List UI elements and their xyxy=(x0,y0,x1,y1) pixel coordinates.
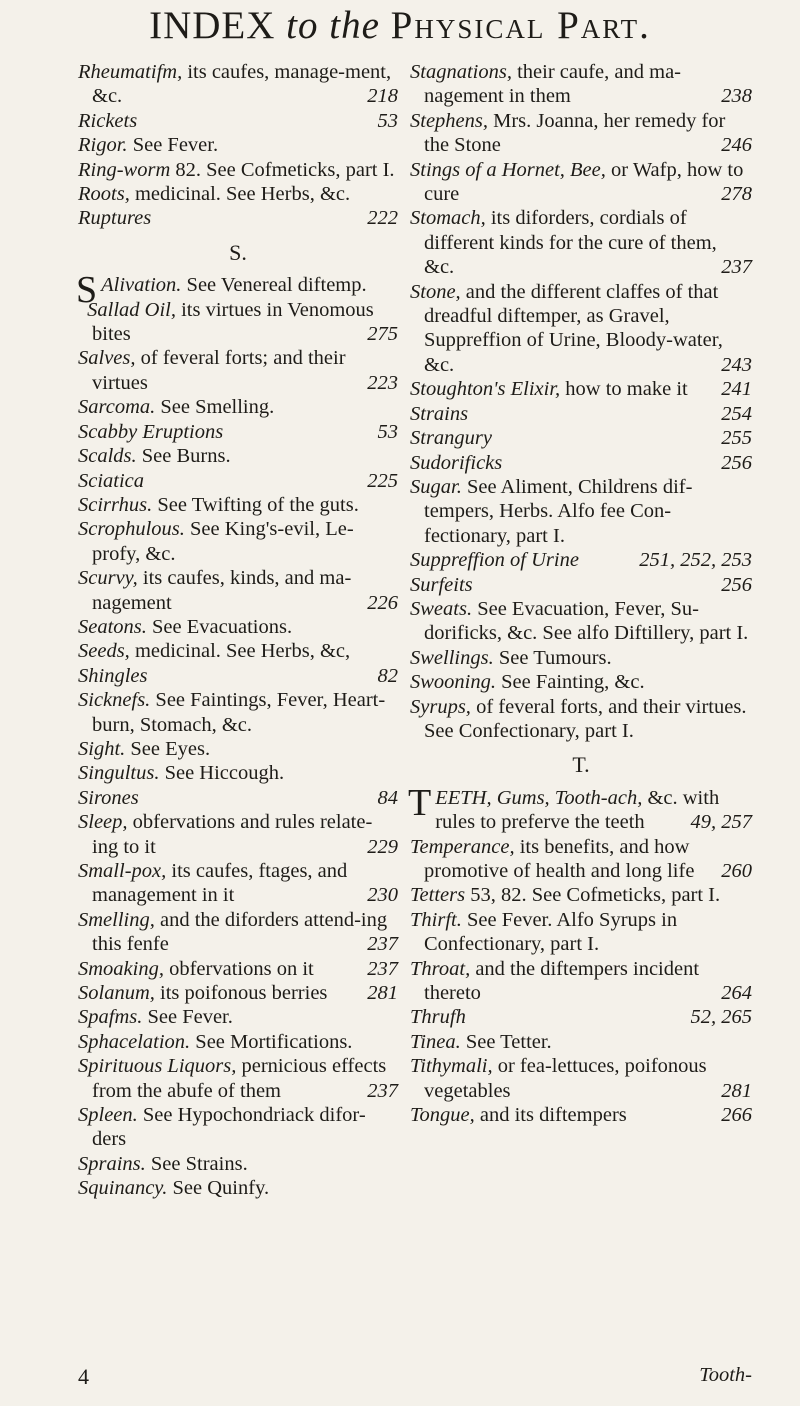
index-entry xyxy=(78,493,398,517)
index-entry xyxy=(78,566,398,615)
entry-text: See Quinfy. xyxy=(167,1177,270,1200)
entry-page-ref: 53 xyxy=(377,420,398,443)
entry-page-ref: 278 xyxy=(721,183,752,206)
entry-headword: Stomach, xyxy=(410,207,486,230)
index-entry xyxy=(410,1103,752,1127)
entry-text: See Mortifications. xyxy=(190,1030,353,1053)
entry-headword: Strains xyxy=(410,402,469,425)
catchword: Tooth- xyxy=(699,1364,752,1386)
index-entry xyxy=(78,469,398,493)
entry-page-ref: 223 xyxy=(367,371,398,394)
entry-headword: Swooning. xyxy=(410,671,496,694)
index-entry xyxy=(78,444,398,468)
index-entry xyxy=(410,883,752,907)
entry-headword: Stephens, xyxy=(410,109,488,132)
index-entry xyxy=(410,60,752,109)
entry-headword: Sugar. xyxy=(410,475,462,498)
entry-headword: Thirft. xyxy=(410,908,462,931)
entry-page-ref: 237 xyxy=(367,957,398,980)
entry-headword: Squinancy. xyxy=(78,1177,168,1200)
entry-headword: Sleep, xyxy=(78,811,128,834)
index-entry xyxy=(78,957,398,981)
index-entry xyxy=(410,109,752,158)
entry-headword: Sciatica xyxy=(78,469,145,492)
entry-headword: Sudorificks xyxy=(410,451,503,474)
index-entry xyxy=(410,908,752,957)
entry-text: its diforders, cordials of different kinds for the cure of them, &c. xyxy=(424,207,717,279)
entry-text: See King's-evil, Le-profy, &c. xyxy=(92,518,354,565)
index-entry xyxy=(78,664,398,688)
index-entry xyxy=(78,1152,398,1176)
entry-headword: Seatons. xyxy=(78,615,147,638)
entry-headword: Sicknefs. xyxy=(78,689,151,712)
entry-headword: Strangury xyxy=(410,427,492,450)
entry-text: See Venereal diftemp. xyxy=(181,274,367,297)
entry-text: or fea-lettuces, poifonous vegetables xyxy=(424,1055,707,1102)
entry-headword: Sallad Oil, xyxy=(87,298,176,321)
entry-page-ref: 84 xyxy=(377,786,398,809)
index-entry xyxy=(410,280,752,378)
entry-headword: Scalds. xyxy=(78,445,137,468)
right-column xyxy=(410,60,752,1127)
entry-headword: Temperance, xyxy=(410,835,515,858)
entry-headword: Alivation. xyxy=(101,274,182,297)
entry-page-ref: 241 xyxy=(721,378,752,401)
entry-text: Mrs. Joanna, her remedy for the Stone xyxy=(424,109,726,157)
index-entry xyxy=(410,1030,752,1054)
entry-text: See Fever. xyxy=(142,1006,233,1029)
entry-text: obfervations and rules relate-ing to it xyxy=(92,811,373,858)
entry-headword: Ruptures xyxy=(78,207,152,230)
entry-headword: Spafms. xyxy=(78,1006,143,1029)
page-header xyxy=(0,6,800,45)
section-letter-t: T. xyxy=(572,752,590,778)
index-entry xyxy=(78,786,398,810)
index-entry xyxy=(410,1054,752,1103)
entry-text: their caufe, and ma-nagement in them xyxy=(424,61,681,108)
entry-headword: Swellings. xyxy=(410,646,494,669)
entry-text: pernicious effects from the abufe of them xyxy=(92,1055,387,1102)
index-entry xyxy=(78,206,398,230)
left-column xyxy=(78,60,398,1201)
index-entry xyxy=(78,420,398,444)
entry-page-ref: 230 xyxy=(367,884,398,907)
entry-headword: Surfeits xyxy=(410,573,473,596)
index-entry xyxy=(78,182,398,206)
index-entry xyxy=(78,1005,398,1029)
entry-page-ref: 218 xyxy=(367,85,398,108)
entry-page-ref: 264 xyxy=(721,982,752,1005)
index-entry xyxy=(410,402,752,426)
drop-cap: S xyxy=(76,269,98,312)
entry-headword: Ring-worm xyxy=(78,158,171,181)
entry-headword: Roots, xyxy=(78,183,130,206)
entry-headword: Smelling, xyxy=(78,908,155,931)
entry-text: See Faintings, Fever, Heart-burn, Stomach, &c. xyxy=(92,689,386,736)
entry-page-ref: 275 xyxy=(367,323,398,346)
index-entry xyxy=(410,670,752,694)
entry-text: 53, 82. See Cofmeticks, part I. xyxy=(465,884,721,907)
entry-text: of feveral forts, and their virtues. See Confectionary, part I. xyxy=(424,695,747,742)
entry-text: See Strains. xyxy=(145,1152,248,1175)
entry-headword: Smoaking, xyxy=(78,957,164,980)
entry-text: its benefits, and how promotive of health and long life xyxy=(424,835,695,882)
index-entry xyxy=(410,597,752,646)
entry-text: 82. See Cofmeticks, part I. xyxy=(170,158,395,181)
index-entry xyxy=(410,451,752,475)
index-entry xyxy=(78,346,398,395)
index-entry xyxy=(410,426,752,450)
entry-page-ref: 255 xyxy=(721,427,752,450)
entry-text: See Smelling. xyxy=(155,396,275,419)
index-entry xyxy=(410,695,752,744)
entry-text: See Evacuation, Fever, Su-dorificks, &c. See alfo Diftillery, part I. xyxy=(424,597,749,645)
entry-headword: Thrufh xyxy=(410,1006,466,1029)
entry-text: medicinal. See Herbs, &c. xyxy=(129,183,351,206)
entry-page-ref: 229 xyxy=(367,835,398,858)
entry-page-ref: 256 xyxy=(721,451,752,474)
index-entry xyxy=(78,298,398,347)
entry-page-ref: 237 xyxy=(721,256,752,279)
index-entry xyxy=(78,639,398,663)
index-entry xyxy=(78,810,398,859)
entry-headword: Rheumatifm, xyxy=(78,61,183,83)
entry-headword: Throat, xyxy=(410,957,471,980)
index-entry xyxy=(410,646,752,670)
entry-headword: Rigor. xyxy=(78,134,128,157)
entry-headword: Tinea. xyxy=(410,1030,461,1053)
index-entry xyxy=(78,908,398,957)
entry-page-ref: 53 xyxy=(377,109,398,132)
index-entry xyxy=(410,206,752,279)
index-entry xyxy=(410,835,752,884)
entry-text: See Tetter. xyxy=(460,1030,552,1053)
entry-text: its virtues in Venomous bites xyxy=(92,298,374,346)
entry-headword: Sarcoma. xyxy=(78,396,156,419)
entry-headword: Scrophulous. xyxy=(78,518,185,541)
entry-headword: Sweats. xyxy=(410,597,473,620)
entry-page-ref: 266 xyxy=(721,1104,752,1127)
index-entry xyxy=(78,615,398,639)
entry-headword: Scurvy, xyxy=(78,567,138,590)
index-entry xyxy=(410,1005,752,1029)
entry-page-ref: 237 xyxy=(367,1079,398,1102)
index-entry xyxy=(78,133,398,157)
index-entry xyxy=(410,957,752,1006)
entry-text: and the diforders attend-ing this fenfe xyxy=(92,908,388,956)
entry-page-ref: 222 xyxy=(367,207,398,230)
entry-headword: Scabby Eruptions xyxy=(78,420,224,443)
entry-text: and the diftempers incident thereto xyxy=(424,957,700,1005)
entry-text: See Evacuations. xyxy=(146,615,293,638)
index-entry xyxy=(410,158,752,207)
index-entry xyxy=(78,761,398,785)
index-entry xyxy=(78,737,398,761)
entry-headword: Sphacelation. xyxy=(78,1030,191,1053)
index-entry xyxy=(78,859,398,908)
entry-page-ref: 82 xyxy=(377,664,398,687)
entry-text: See Burns. xyxy=(136,445,231,468)
entry-headword: Spirituous Liquors, xyxy=(78,1055,237,1078)
entry-text: See Hypochondriack difor-ders xyxy=(92,1104,366,1151)
entry-headword: Stings of a Hornet, Bee, xyxy=(410,158,606,181)
entry-page-ref: 251, 252, 253 xyxy=(639,549,752,572)
index-entry xyxy=(408,781,752,835)
section-letter-s: S. xyxy=(229,239,247,265)
entry-headword: Solanum, xyxy=(78,982,155,1005)
entry-page-ref: 256 xyxy=(721,573,752,596)
index-entry xyxy=(410,475,752,548)
entry-headword: Singultus. xyxy=(78,762,160,785)
entry-text: See Hiccough. xyxy=(159,762,285,785)
entry-page-ref: 281 xyxy=(721,1079,752,1102)
index-entry xyxy=(410,377,752,401)
entry-text: its caufes, manage-ment, &c. xyxy=(92,61,392,108)
entry-text: obfervations on it xyxy=(163,957,314,980)
entry-text: and its diftempers xyxy=(474,1104,627,1127)
entry-text: or Wafp, how to cure xyxy=(424,158,744,206)
entry-headword: Stone, xyxy=(410,280,461,303)
index-entry xyxy=(78,158,398,182)
entry-headword: Stagnations, xyxy=(410,61,512,83)
index-entry xyxy=(78,981,398,1005)
entry-page-ref: 243 xyxy=(721,353,752,376)
entry-page-ref: 246 xyxy=(721,134,752,157)
entry-page-ref: 238 xyxy=(721,85,752,108)
entry-headword: Suppreffion of Urine xyxy=(410,549,579,572)
entry-text: medicinal. See Herbs, &c, xyxy=(129,640,351,663)
entry-text: how to make it xyxy=(560,378,688,401)
entry-page-ref: 260 xyxy=(721,860,752,882)
index-entry xyxy=(410,573,752,597)
entry-headword: Salves, xyxy=(78,347,136,370)
entry-headword: Sprains. xyxy=(78,1152,146,1175)
entry-page-ref: 254 xyxy=(721,402,752,425)
entry-text: See Fever. Alfo Syrups in Confectionary, part I. xyxy=(424,908,678,956)
entry-headword: Rickets xyxy=(78,109,138,132)
entry-headword: EETH, Gums, Tooth-ach, xyxy=(435,786,643,809)
index-entry xyxy=(78,1030,398,1054)
entry-text: See Aliment, Childrens dif-tempers, Herbs. Alfo fee Con-fectionary, part I. xyxy=(424,475,693,547)
page-folio: 4 xyxy=(78,1364,89,1389)
entry-page-ref: 52, 265 xyxy=(690,1006,752,1029)
entry-page-ref: 237 xyxy=(367,933,398,956)
entry-text: See Eyes. xyxy=(125,737,211,760)
entry-headword: Tetters xyxy=(410,884,466,907)
index-entry xyxy=(78,688,398,737)
entry-headword: Stoughton's Elixir, xyxy=(410,378,561,401)
entry-headword: Scirrhus. xyxy=(78,493,153,516)
entry-headword: Tongue, xyxy=(410,1104,475,1127)
drop-cap: T xyxy=(408,781,432,824)
index-entry xyxy=(78,1054,398,1103)
entry-headword: Sirones xyxy=(78,786,139,809)
entry-page-ref: 225 xyxy=(367,469,398,492)
index-entry xyxy=(78,60,398,109)
entry-text: its caufes, ftages, and management in it xyxy=(92,860,348,907)
entry-headword: Tithymali, xyxy=(410,1055,493,1078)
entry-headword: Seeds, xyxy=(78,640,130,663)
index-entry xyxy=(78,395,398,419)
index-entry xyxy=(78,517,398,566)
index-entry xyxy=(78,1103,398,1152)
index-entry xyxy=(78,1176,398,1200)
entry-headword: Syrups, xyxy=(410,695,471,718)
entry-headword: Spleen. xyxy=(78,1104,138,1127)
entry-text: and the different claffes of that dreadful diftemper, as Gravel, Suppreffion of Urine, Bloody-water, &c. xyxy=(424,280,723,376)
entry-headword: Shingles xyxy=(78,664,148,687)
entry-headword: Small-pox, xyxy=(78,860,167,882)
entry-page-ref: 226 xyxy=(367,591,398,614)
entry-text: its poifonous berries xyxy=(154,982,328,1005)
entry-text: of feveral forts; and their virtues xyxy=(92,347,346,394)
header-physical-part: Physical Part. xyxy=(390,4,651,47)
entry-headword: Sight. xyxy=(78,737,126,760)
entry-text: &c. with rules to preferve the teeth xyxy=(435,786,720,834)
entry-text: See Fainting, &c. xyxy=(496,671,645,694)
entry-text: See Twifting of the guts. xyxy=(152,493,359,516)
header-index: INDEX xyxy=(149,4,276,47)
index-entry xyxy=(410,548,752,572)
entry-page-ref: 49, 257 xyxy=(690,811,752,834)
entry-text: its caufes, kinds, and ma-nagement xyxy=(92,567,352,614)
entry-page-ref: 281 xyxy=(367,982,398,1005)
entry-text: See Tumours. xyxy=(493,646,612,669)
index-entry xyxy=(78,109,398,133)
entry-text: See Fever. xyxy=(127,134,219,157)
header-to-the: to the xyxy=(286,4,380,47)
